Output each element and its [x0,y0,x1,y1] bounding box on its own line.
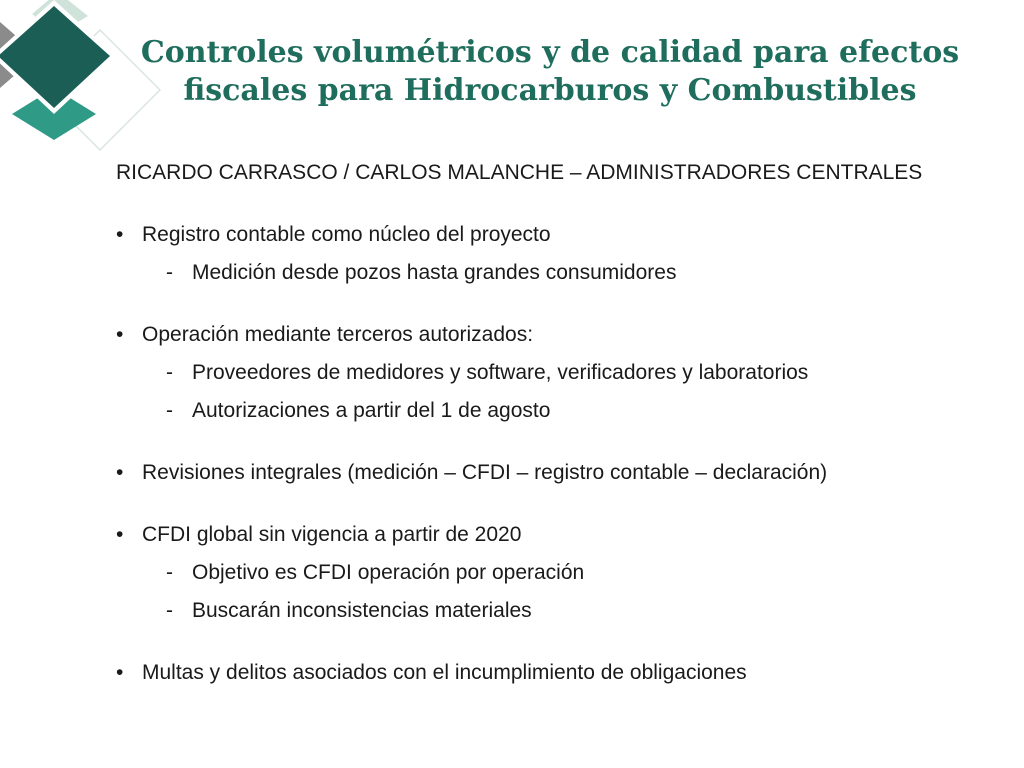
bullet-item: • CFDI global sin vigencia a partir de 2020 [116,516,996,554]
sub-bullet-item: - Autorizaciones a partir del 1 de agosto [116,392,996,430]
bullet-item: • Revisiones integrales (medición – CFDI – registro contable – declaración) [116,454,996,492]
presenters-line: RICARDO CARRASCO / CARLOS MALANCHE – ADMINISTRADORES CENTRALES [116,161,923,184]
slide-content [116,156,996,692]
diamond-dark-main [0,6,110,108]
bullet-item: • Operación mediante terceros autorizados: [116,316,996,354]
slide-title: Controles volumétricos y de calidad para efectos fiscales para Hidrocarburos y Combustibles [140,35,960,108]
sub-bullet-item: - Buscarán inconsistencias materiales [116,592,996,630]
bullet-item: • Multas y delitos asociados con el incumplimiento de obligaciones [116,654,996,692]
bullet-item: • Registro contable como núcleo del proyecto [116,216,996,254]
sub-bullet-item: - Proveedores de medidores y software, verificadores y laboratorios [116,354,996,392]
sub-bullet-item: - Medición desde pozos hasta grandes consumidores [116,254,996,292]
sub-bullet-item: - Objetivo es CFDI operación por operación [116,554,996,592]
